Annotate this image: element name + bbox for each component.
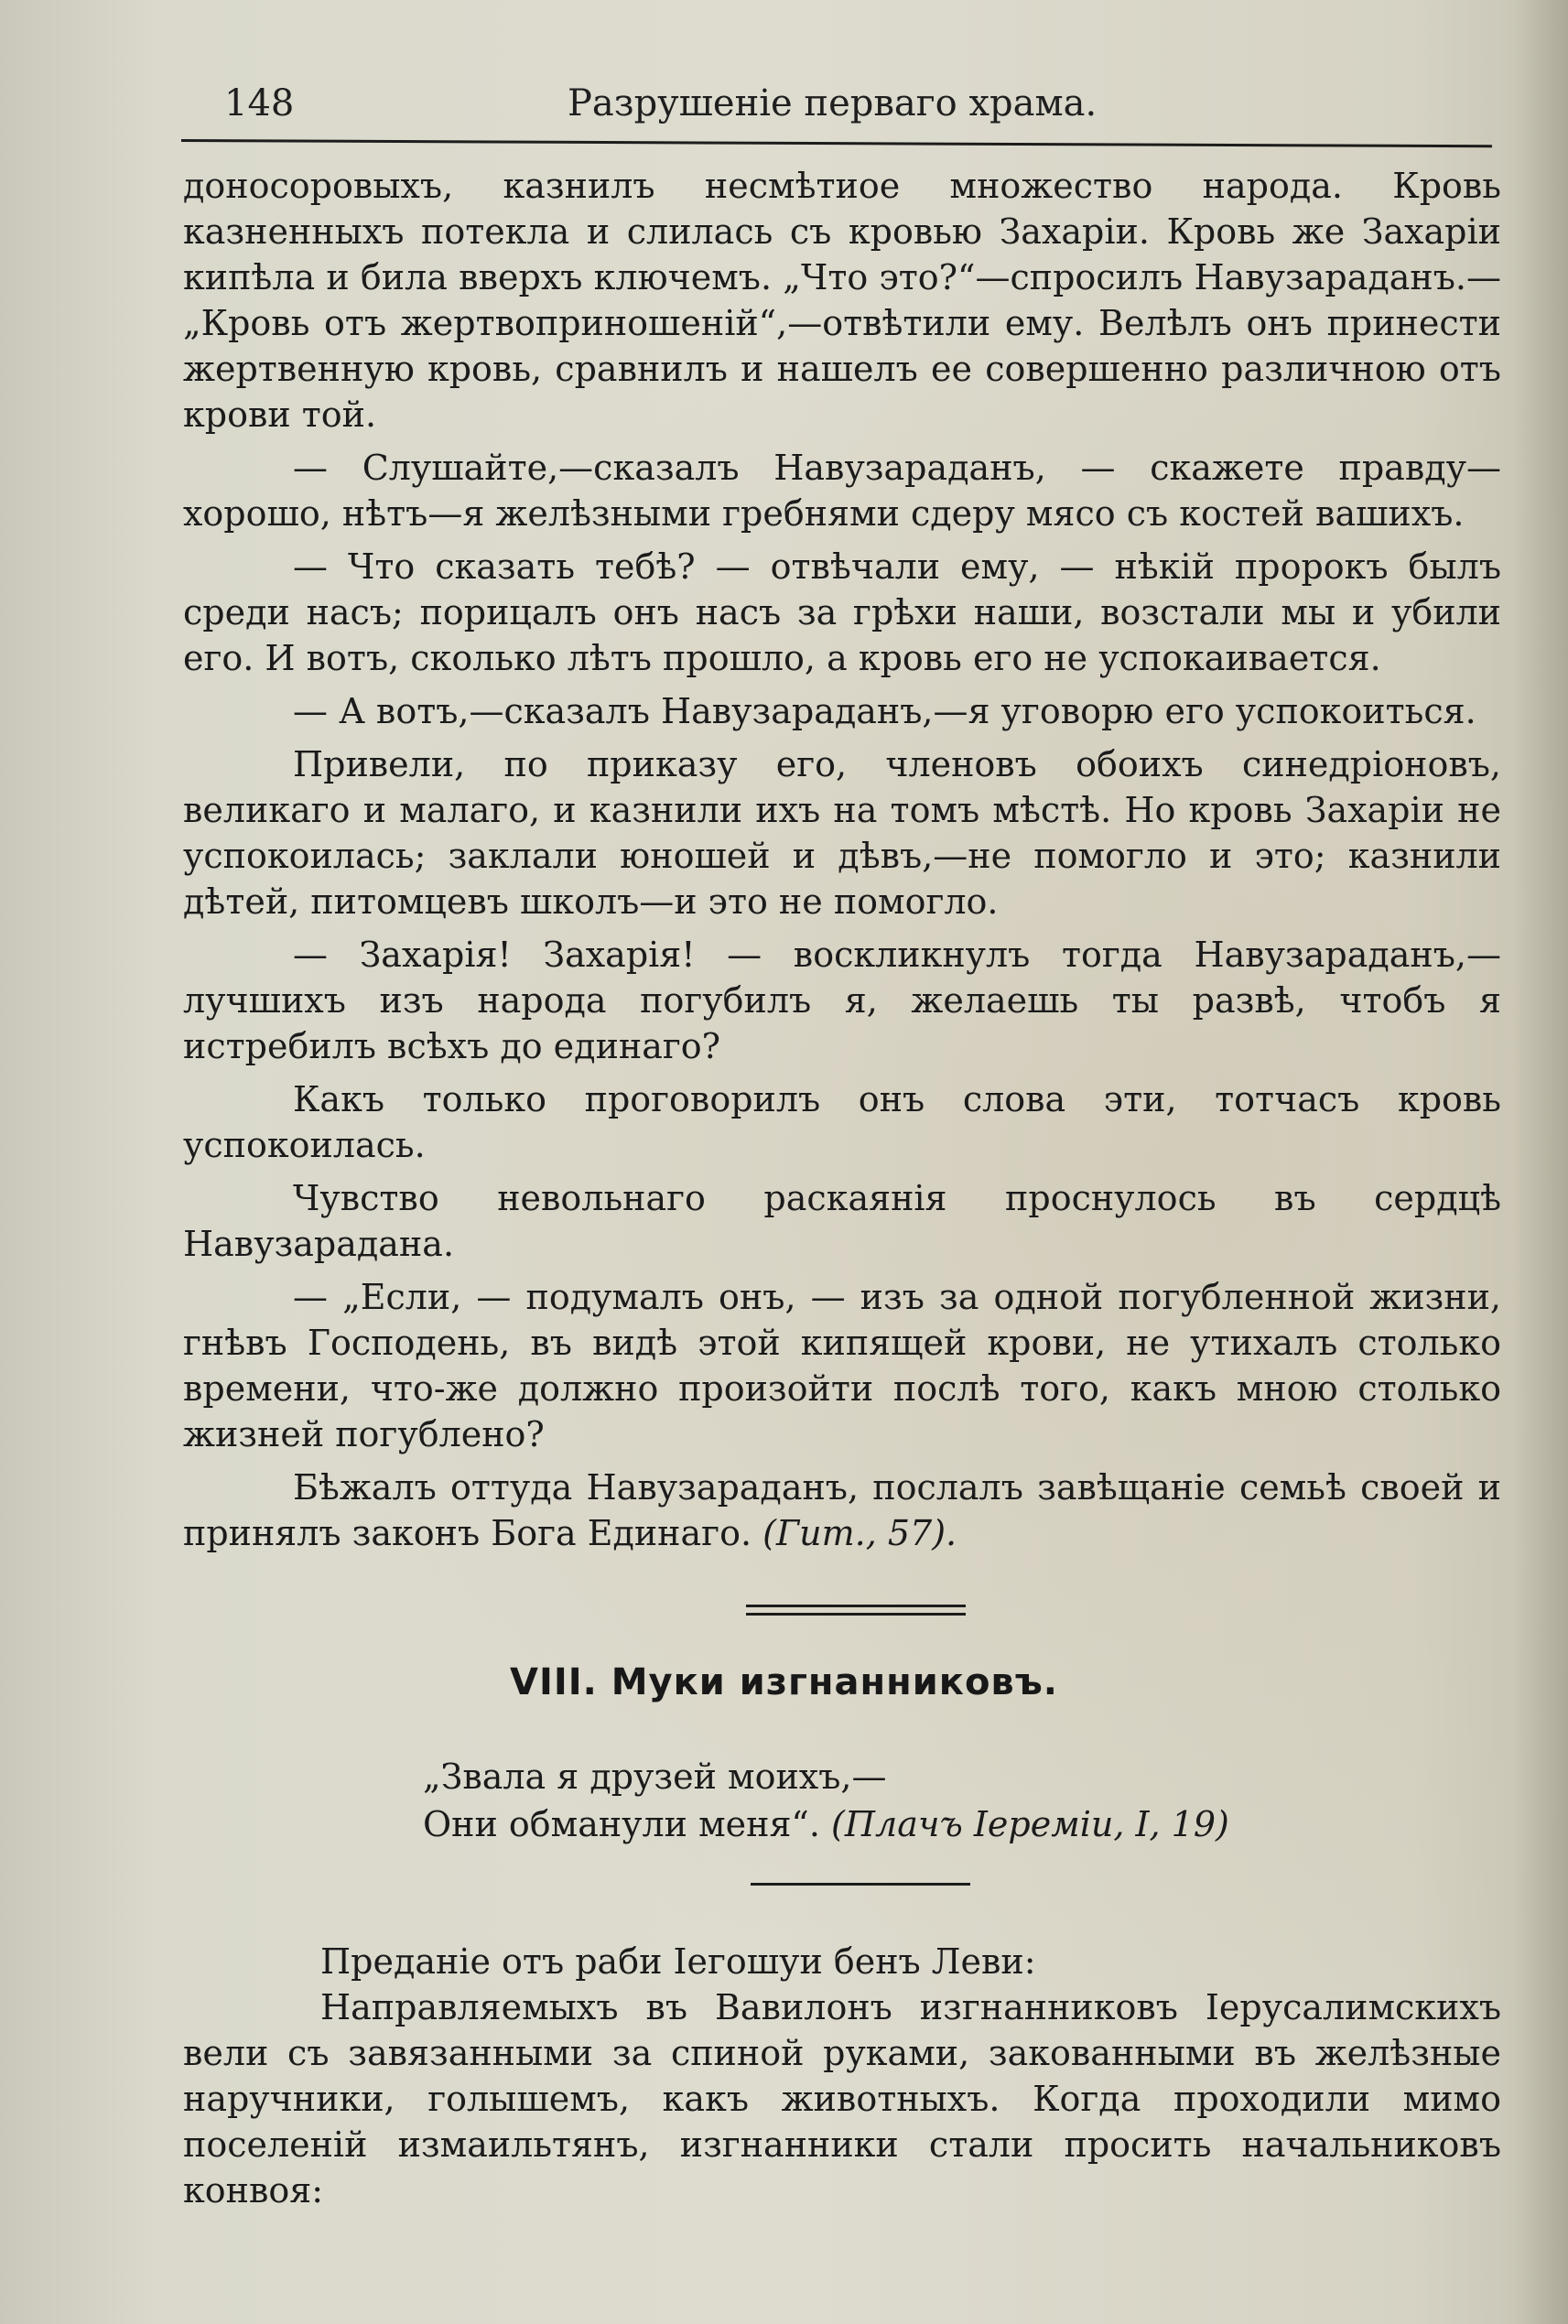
page-edge-shadow xyxy=(1513,0,1568,2324)
epigraph xyxy=(423,1753,1229,1848)
paragraph: Направляемыхъ въ Вавилонъ изгнанниковъ Іерусалимскихъ вели съ завязанными за спиной руками, закованными въ желѣзные наручники, голышемъ, какъ животныхъ. Когда проходили мимо поселеній измаильтянъ, изгнанники стали просить начальниковъ конвоя: xyxy=(183,1987,1501,2211)
paragraph-text: Бѣжалъ оттуда Навузараданъ, послалъ завѣщаніе семьѣ своей и принялъ законъ Бога Единаго. xyxy=(183,1467,1501,1553)
paragraph: Привели, по приказу его, членовъ обоихъ синедріоновъ, великаго и малаго, и казнили ихъ на томъ мѣстѣ. Но кровь Захаріи не успокоилась; заклали юношей и дѣвъ,—не помогло и это; казнили дѣтей, питомцевъ школъ—и это не помогло. xyxy=(183,744,1501,922)
epigraph-line: Они обманули меня“. xyxy=(423,1804,820,1844)
paragraph: доносоровыхъ, казнилъ несмѣтиое множество народа. Кровь казненныхъ потекла и слилась съ кровью Захаріи. Кровь же Захаріи кипѣла и била вверхъ ключемъ. „Что это?“—спросилъ Навузараданъ.—„Кровь отъ жертвоприношеній“,—отвѣтили ему. Велѣлъ онъ принести жертвенную кровь, сравнилъ и нашелъ ее совершенно различною отъ крови той. xyxy=(183,166,1501,435)
header-rule xyxy=(181,139,1492,147)
paragraph: — Что сказать тебѣ? — отвѣчали ему, — нѣкій пророкъ былъ среди насъ; порицалъ онъ насъ за грѣхи наши, возстали мы и убили его. И вотъ, сколько лѣтъ прошло, а кровь его не успокаивается. xyxy=(183,546,1501,678)
paragraph: — Захарія! Захарія! — воскликнулъ тогда Навузараданъ,— лучшихъ изъ народа погубилъ я, желаешь ты развѣ, чтобъ я истребилъ всѣхъ до единаго? xyxy=(183,935,1501,1066)
paragraph-with-citation xyxy=(183,1465,1501,1556)
paragraph: — А вотъ,—сказалъ Навузараданъ,—я уговорю его успокоиться. xyxy=(293,691,1476,731)
running-head xyxy=(183,82,1492,137)
paragraph: Чувство невольнаго раскаянія проснулось въ сердцѣ Навузарадана. xyxy=(183,1178,1501,1264)
paragraph: Какъ только проговорилъ онъ слова эти, тотчасъ кровь успокоилась. xyxy=(183,1079,1501,1165)
paragraph: Преданіе отъ раби Іегошуи бенъ Леви: xyxy=(320,1941,1036,1982)
paragraph: — „Если, — подумалъ онъ, — изъ за одной погубленной жизни, гнѣвъ Господень, въ видѣ этой кипящей крови, не утихалъ столько времени, что-же должно произойти послѣ того, какъ мною столько жизней погублено? xyxy=(183,1277,1501,1454)
epigraph-line: „Звала я друзей моихъ,— xyxy=(423,1757,887,1797)
tradition-text xyxy=(183,1939,1501,2213)
paragraph: — Слушайте,—сказалъ Навузараданъ, — скажете правду— хорошо, нѣтъ—я желѣзными гребнями сдеру мясо съ костей вашихъ. xyxy=(183,448,1501,534)
main-text xyxy=(183,163,1501,1563)
epigraph-rule xyxy=(751,1883,970,1886)
section-heading: VIII. Муки изгнанниковъ. xyxy=(510,1661,1058,1703)
citation: (Гит., 57). xyxy=(762,1513,957,1553)
page-number: 148 xyxy=(224,82,295,124)
epigraph-citation: (Плачъ Іереміи, I, 19) xyxy=(831,1804,1229,1844)
epigraph-line-with-citation xyxy=(423,1800,1229,1848)
section-divider xyxy=(746,1605,966,1616)
running-title: Разрушеніе перваго храма. xyxy=(568,82,1098,124)
